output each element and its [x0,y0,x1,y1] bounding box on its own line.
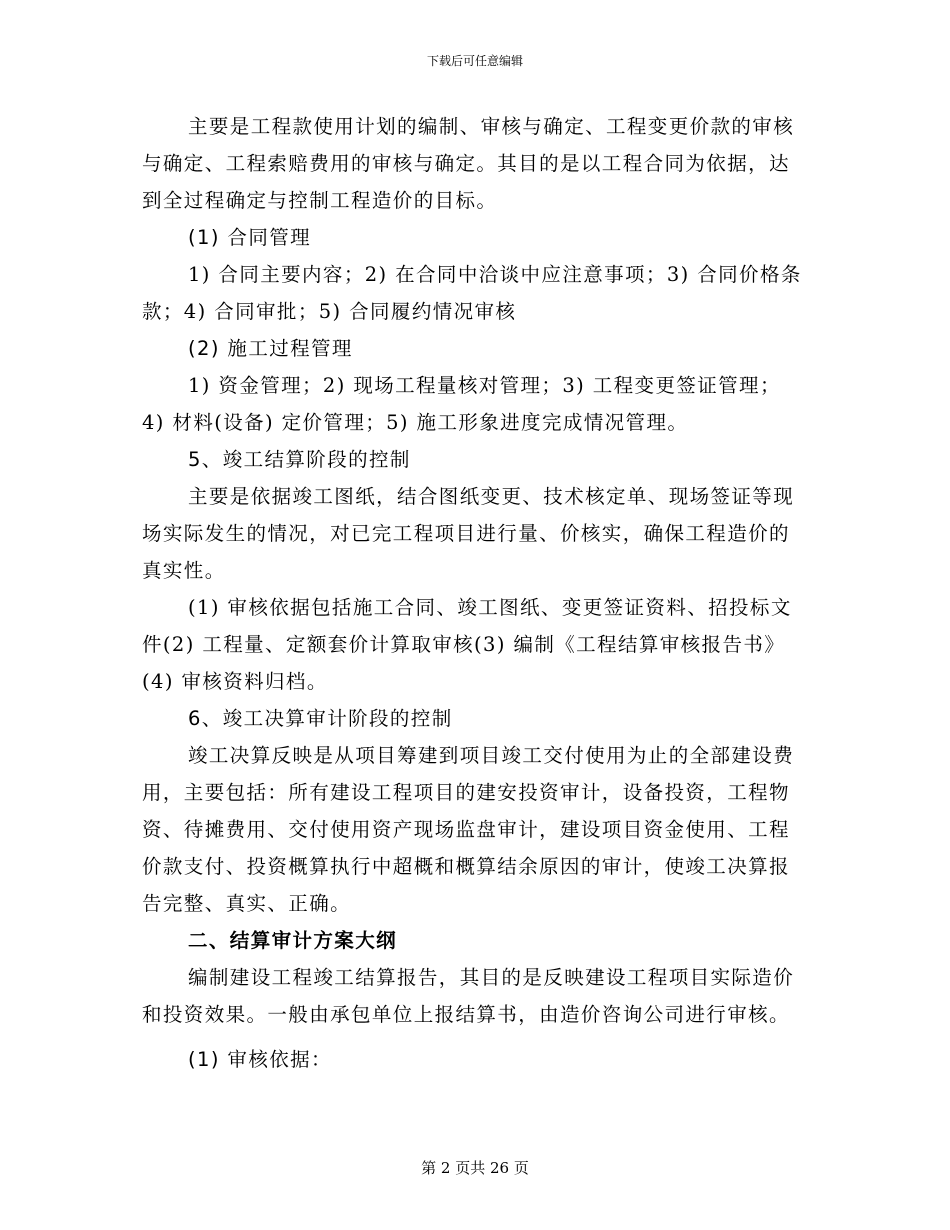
heading-contract-management: (1) 合同管理 [188,226,312,249]
paragraph-construction-items: 1) 资金管理；2) 现场工程量核对管理；3) 工程变更签证管理；4) 材料(设备) 定价管理；5) 施工形象进度完成情况管理。 [142,374,781,434]
paragraph-contract-items: 1) 合同主要内容；2) 在合同中洽谈中应注意事项；3) 合同价格条款；4) 合同审批；5) 合同履约情况审核 [142,263,802,323]
paragraph-final-accounts: 竣工决算反映是从项目筹建到项目竣工交付使用为止的全部建设费用，主要包括：所有建设工程项目的建安投资审计，设备投资，工程物资、待摊费用、交付使用资产现场监盘审计，建设项目资金使用、工程价款支付、投资概算执行中超概和概算结余原因的审计，使竣工决算报告完整、真实、正确。 [142,744,795,915]
document-body [142,108,802,1078]
heading-construction-management: (2) 施工过程管理 [188,337,353,360]
page-header: 下载后可任意编辑 [426,54,523,68]
heading-completion-settlement: 5、竣工结算阶段的控制 [188,448,411,471]
paragraph-settlement-report: 编制建设工程竣工结算报告，其目的是反映建设工程项目实际造价和投资效果。一般由承包单位上报结算书，由造价咨询公司进行审核。 [142,966,795,1026]
paragraph-cost-control: 主要是工程款使用计划的编制、审核与确定、工程变更价款的审核与确定、工程索赔费用的审核与确定。其目的是以工程合同为依据，达到全过程确定与控制工程造价的目标。 [142,115,795,212]
heading-audit-basis: (1) 审核依据： [188,1048,332,1071]
paragraph-audit-basis: (1) 审核依据包括施工合同、竣工图纸、变更签证资料、招投标文件(2) 工程量、定额套价计算取审核(3) 编制《工程结算审核报告书》(4) 审核资料归档。 [142,596,792,693]
page-footer: 第 2 页共 26 页 [421,1159,529,1177]
heading-settlement-audit-outline: 二、结算审计方案大纲 [188,929,398,952]
paragraph-completion-settlement: 主要是依据竣工图纸，结合图纸变更、技术核定单、现场签证等现场实际发生的情况，对已完工程项目进行量、价核实，确保工程造价的真实性。 [142,485,795,582]
heading-final-accounts-audit: 6、竣工决算审计阶段的控制 [188,707,453,730]
